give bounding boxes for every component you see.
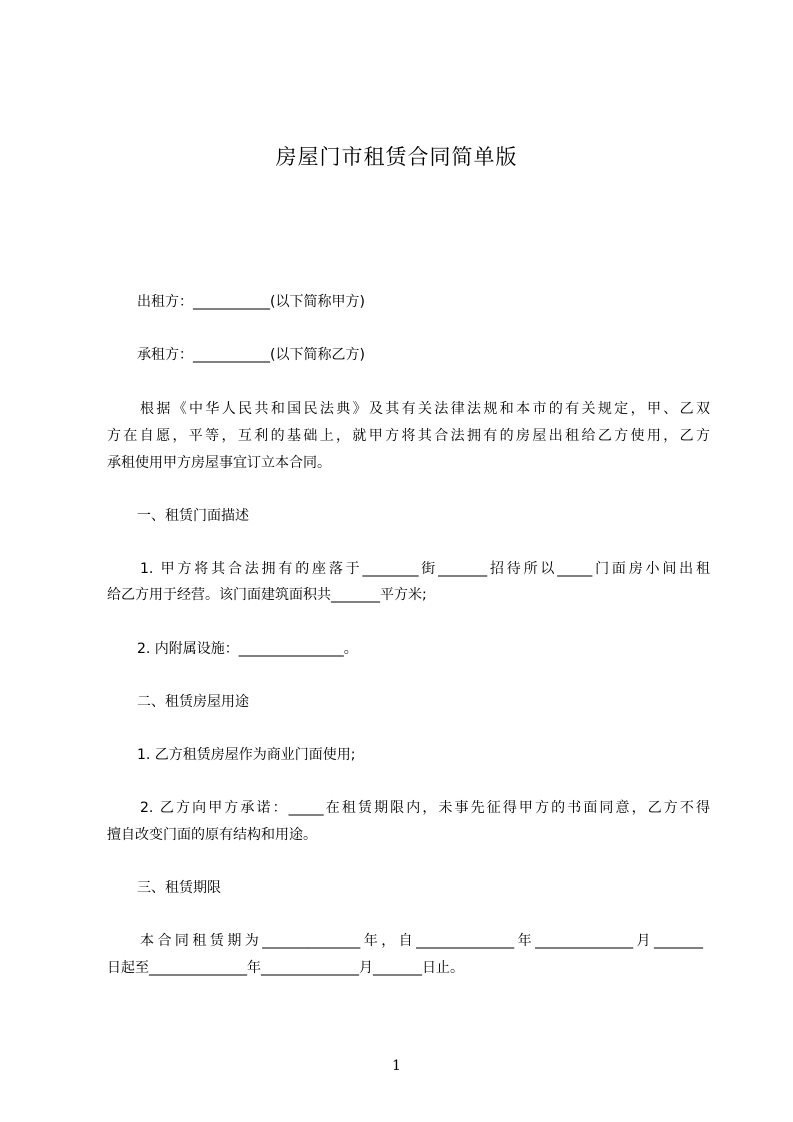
preamble-line-3: 承租使用甲方房屋事宜订立本合同。 — [107, 455, 331, 471]
section-2-item-1: 1. 乙方租赁房屋作为商业门面使用; — [137, 747, 356, 763]
lessee-line: 承租方：___________(以下简称乙方) — [137, 347, 365, 363]
preamble-line-2: 方在自愿，平等，互利的基础上，就甲方将其合法拥有的房屋出租给乙方使用，乙方 — [107, 428, 710, 444]
section-1-item-1-line-2: 给乙方用于经营。该门面建筑面积共_______平方米; — [107, 587, 427, 603]
section-1-heading: 一、租赁门面描述 — [137, 508, 249, 524]
section-2-item-2-line-2: 擅自改变门面的原有结构和用途。 — [107, 827, 317, 843]
section-1-item-2: 2. 内附属设施：_______________。 — [137, 641, 358, 657]
section-3-heading: 三、租赁期限 — [137, 880, 221, 896]
section-1-item-1-line-1: 1. 甲方将其合法拥有的座落于________街_______招待所以_____门面房小间出租 — [140, 561, 710, 577]
section-3-body-line-1: 本合同租赁期为______________年，自______________年______________月_______ — [140, 933, 703, 949]
page-number: 1 — [392, 1058, 401, 1074]
section-3-body-line-2: 日起至______________年______________月_______日止。 — [107, 960, 464, 976]
section-2-heading: 二、租赁房屋用途 — [137, 694, 249, 710]
document-title: 房屋门市租赁合同简单版 — [275, 145, 518, 169]
section-2-item-2-line-1: 2. 乙方向甲方承诺：_____在租赁期限内，未事先征得甲方的书面同意，乙方不得 — [140, 800, 710, 816]
preamble-line-1: 根据《中华人民共和国民法典》及其有关法律法规和本市的有关规定，甲、乙双 — [140, 401, 710, 417]
lessor-line: 出租方：___________(以下简称甲方) — [137, 294, 365, 310]
